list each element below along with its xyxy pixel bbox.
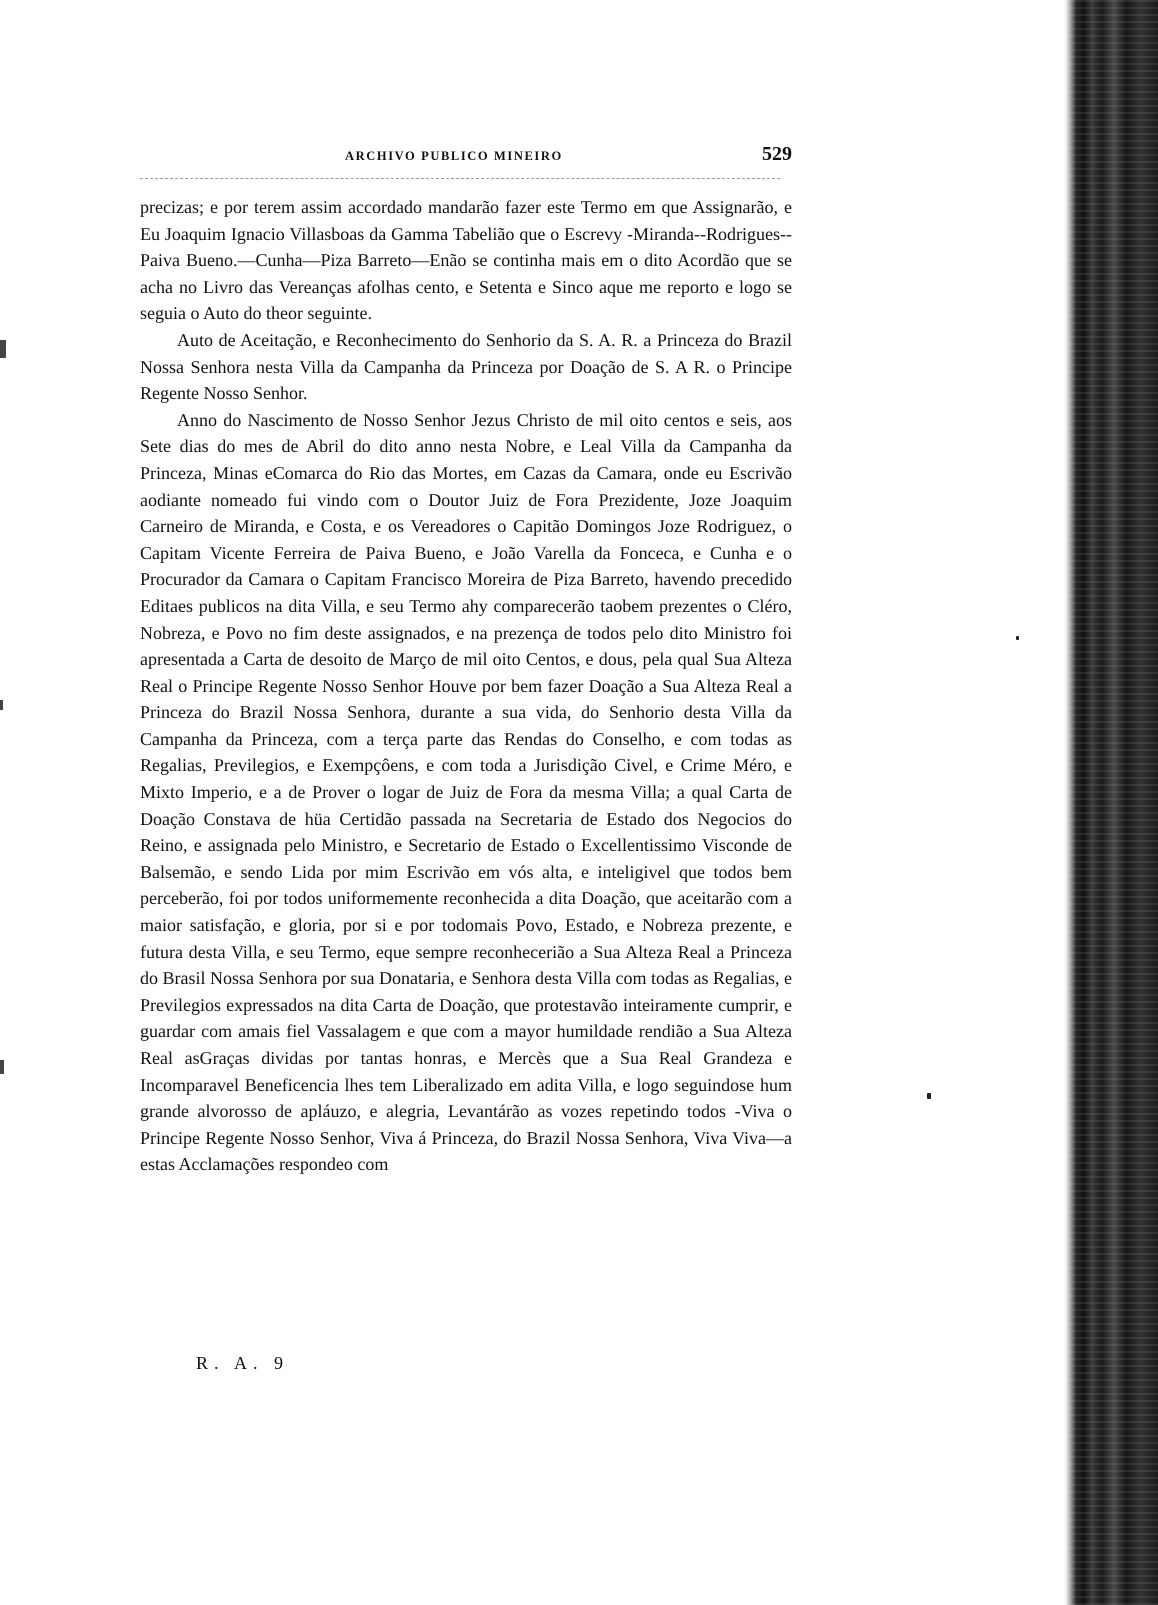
paragraph-3: Anno do Nascimento de Nosso Senhor Jezus Christo de mil oito centos e seis, aos Sete dias do mes de Abril do dito anno nesta Nobre, e Leal Villa da Campanha da Princeza, Minas eComarca do Rio das Mortes, em Cazas da Camara, onde eu Escrivão aodiante nomeado fui vindo com o Doutor Juiz de Fora Prezidente, Joze Joaquim Carneiro de Miranda, e Costa, e os Vereadores o Capitão Domingos Joze Rodriguez, o Capitam Vicente Ferreira de Paiva Bueno, e João Varella da Fonceca, e Cunha e o Procurador da Camara o Capitam Francisco Moreira de Piza Barreto, havendo precedido Editaes publicos na dita Villa, e seu Termo ahy comparecerão taobem prezentes o Cléro, Nobreza, e Povo no fim deste assignados, e na prezença de todos pelo dito Ministro foi apresentada a Carta de desoito de Março de mil oito Centos, e dous, pela qual Sua Alteza Real o Principe Regente Nosso Senhor Houve por bem fazer Doação a Sua Alteza Real a Princeza do Brazil Nossa Senhora, durante a sua vida, do Senhorio desta Villa da Campanha da Princeza, com a terça parte das Rendas do Conselho, e com todas as Regalias, Previlegios, e Exempçôens, e com toda a Jurisdição Civel, e Crime Méro, e Mixto Imperio, e a de Prover o logar de Juiz de Fora da mesma Villa; a qual Carta de Doação Constava de hüa Certidão passada na Secretaria de Estado dos Negocios do Reino, e assignada pelo Ministro, e Secretario de Estado o Excellentissimo Visconde de Balsemão, e sendo Lida por mim Escrivão em vós alta, e inteligivel que todos bem perceberão, foi por todos uniformemente reconhecida a dita Doação, que aceitarão com a maior satisfação, e gloria, por si e por todomais Povo, Estado, e Nobreza prezente, e futura desta Villa, e seu Termo, eque sempre reconhecerião a Sua Alteza Real a Princeza do Brasil Nossa Senhora por sua Donataria, e Senhora desta Villa com todas as Regalias, e Previlegios expressados na dita Carta de Doação, que protestavão inteiramente cumprir, e guardar com amais fiel Vassalagem e que com a mayor humildade rendião a Sua Alteza Real asGraças dividas por tantas honras, e Mercès que a Sua Real Grandeza e Incomparavel Beneficencia lhes tem Liberalizado em adita Villa, e logo seguindose hum grande alvorosso de apláuzo, e alegria, Levantárão as vozes repetindo todos -Viva o Principe Regente Nosso Senhor, Viva á Princeza, do Brazil Nossa Senhora, Viva Viva—a estas Acclamações respondeo com [140, 409, 792, 1175]
running-title: ARCHIVO PUBLICO MINEIRO [345, 149, 563, 163]
running-head [140, 143, 792, 169]
signature-mark: R. A. 9 [196, 1353, 290, 1373]
paragraph-1: precizas; e por terem assim accordado mandarão fazer este Termo em que Assignarão, e Eu Joaquim Ignacio Villasboas da Gamma Tabelião que o Escrevy -Miranda--Rodrigues--Paiva Bueno.—Cunha—Piza Barreto—Enão se continha mais em o dito Acordão que se acha no Livro das Vereanças afolhas cento, e Setenta e Sinco aque me reporto e logo se seguia o Auto do theor seguinte. [140, 197, 792, 324]
scan-edge-speck [0, 340, 6, 358]
body-text [140, 194, 792, 1178]
header-rule [140, 178, 780, 179]
page-number: 529 [762, 143, 792, 165]
scan-speck [927, 1093, 931, 1099]
scan-edge-speck [0, 700, 3, 710]
scan-edge-speck [0, 1060, 4, 1074]
scan-speck [1016, 636, 1019, 640]
paragraph-2: Auto de Aceitação, e Reconhecimento do Senhorio da S. A. R. a Princeza do Brazil Nossa Senhora nesta Villa da Campanha da Princeza por Doação de S. A R. o Principe Regente Nosso Senhor. [140, 329, 792, 404]
scan-binding-streaks [1062, 0, 1158, 1605]
